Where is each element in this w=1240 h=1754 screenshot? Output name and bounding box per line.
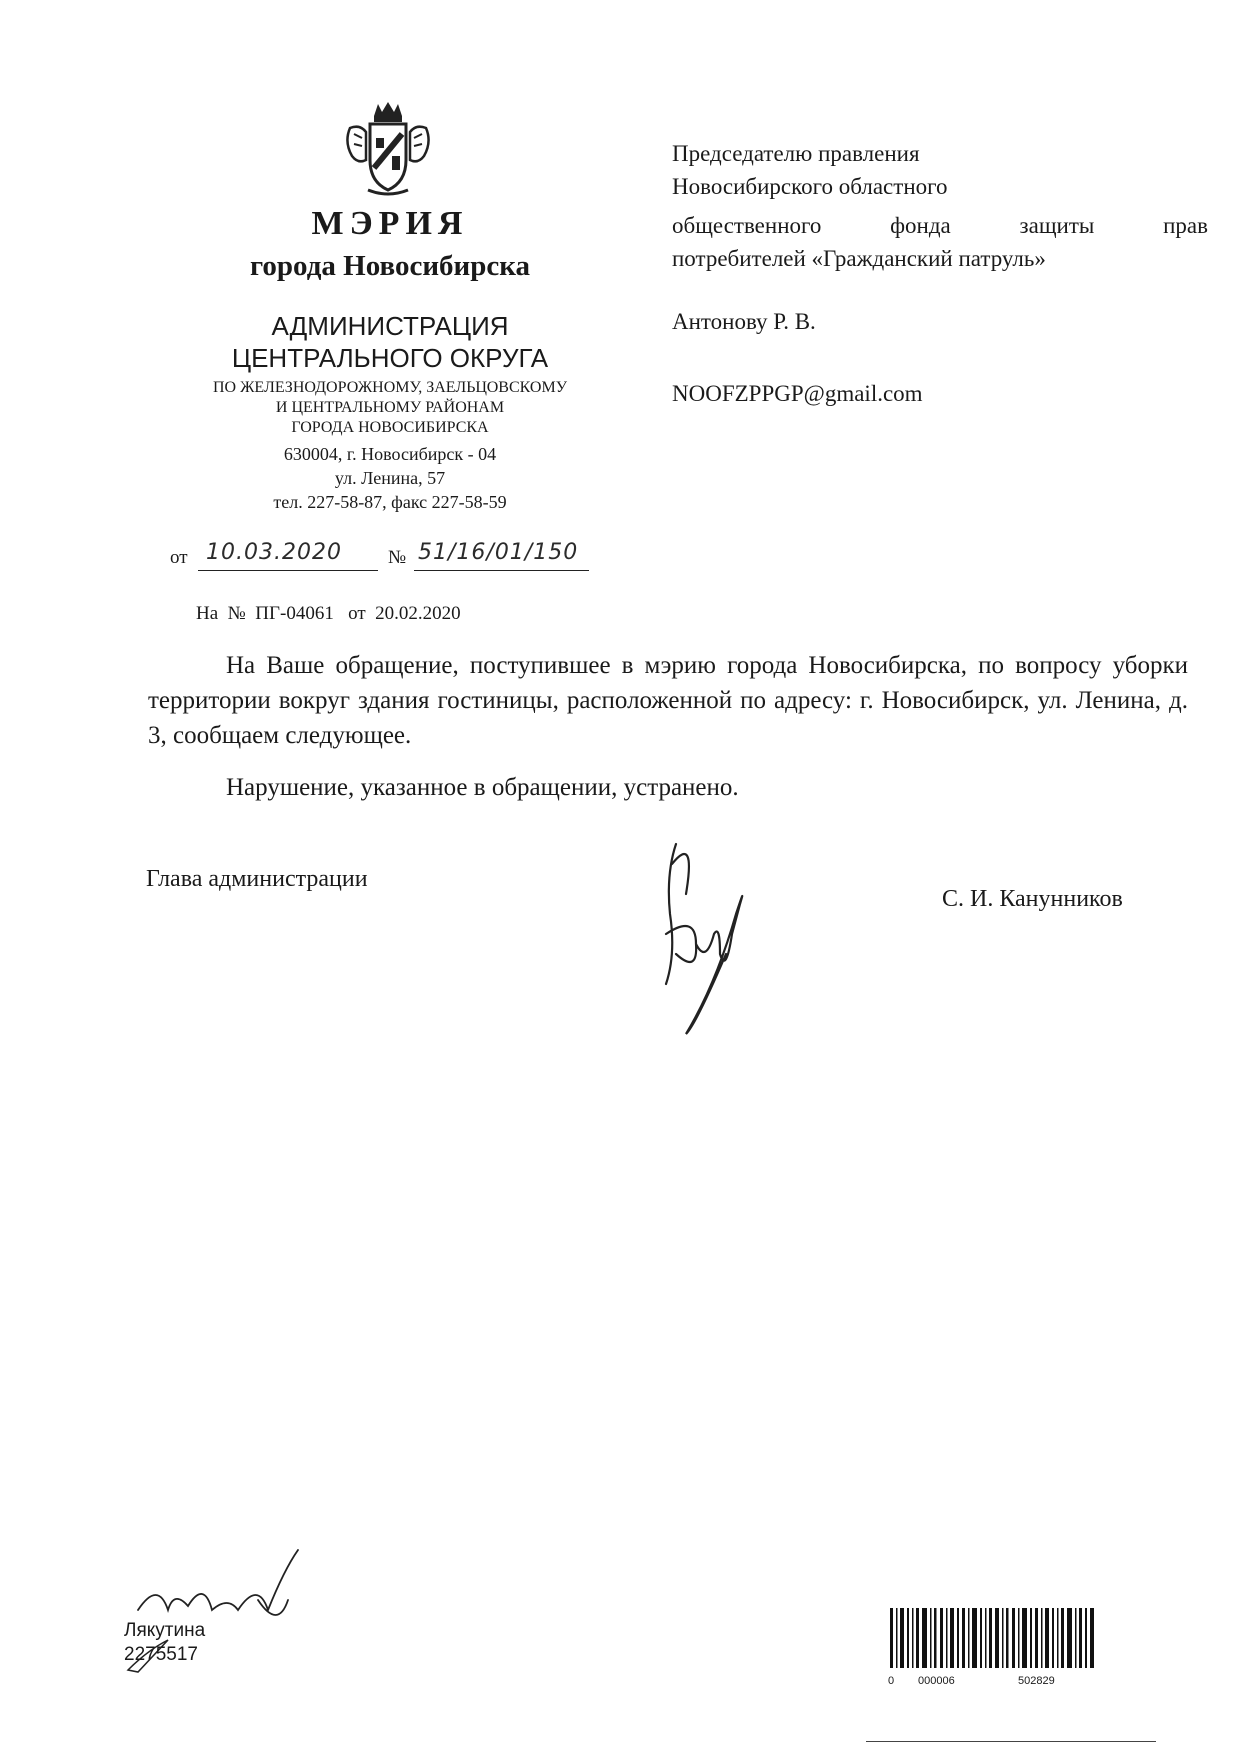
signatory-title: Глава администрации [146,866,368,892]
document-barcode [888,1608,1098,1690]
executor-phone: 2275517 [124,1644,198,1665]
date-underline [198,540,378,571]
executor-name: Лякутина [124,1620,206,1641]
mayoralty-title: МЭРИЯ [311,205,469,242]
novosibirsk-coat-of-arms-icon [340,98,436,198]
addressee-name: Антонову Р. В. [672,309,816,334]
reply-date: 20.02.2020 [375,603,461,624]
districts-line2: И ЦЕНТРАЛЬНОМУ РАЙОНАМ [275,399,505,416]
districts-line1: ПО ЖЕЛЕЗНОДОРОЖНОМУ, ЗАЕЛЬЦОВСКОМУ [212,379,568,396]
addressee-line3: общественного фонда защиты прав [672,213,1208,238]
registration-date: 10.03.2020 [206,540,342,565]
footer-divider [866,1741,1156,1742]
districts-line3: ГОРОДА НОВОСИБИРСКА [291,419,489,436]
administration-line2: ЦЕНТРАЛЬНОГО ОКРУГА [231,343,549,373]
phone-fax: тел. 227-58-87, факс 227-58-59 [273,492,507,512]
registration-number: 51/16/01/150 [418,540,579,565]
addressee-line4: потребителей «Гражданский патруль» [672,246,1046,271]
number-underline [414,540,589,571]
reply-label: На [196,603,219,624]
reply-num-sign: № [227,603,246,624]
barcode-digits-right: 502829 [1018,1675,1055,1687]
signatory-name: С. И. Канунников [942,886,1123,912]
body-paragraph1: На Ваше обращение, поступившее в мэрию города Новосибирска, по вопросу уборки территории вокруг здания гостиницы, расположенной по адресу: г. Новосибирск, ул. Ленина, д. 3, сообщаем следующее. [148,652,1188,749]
barcode-digits-left: 0 [888,1675,895,1687]
barcode-digits-mid: 000006 [918,1675,955,1687]
number-label: № [388,547,407,568]
from-label: от [170,547,188,568]
reply-number: ПГ-04061 [255,603,334,624]
addressee-email: NOOFZPPGP@gmail.com [672,381,923,406]
barcode-bars [888,1608,1098,1668]
city-name: города Новосибирска [249,250,531,282]
reply-reference [196,603,461,625]
handwritten-signature [636,834,766,1044]
reply-from: от [348,603,366,624]
body-paragraph2: Нарушение, указанное в обращении, устранено. [226,774,739,801]
postal-address: 630004, г. Новосибирск - 04 [283,444,497,464]
addressee-line2: Новосибирского областного [672,174,948,199]
administration-line1: АДМИНИСТРАЦИЯ [271,311,509,341]
street-address: ул. Ленина, 57 [334,468,446,488]
addressee-line1: Председателю правления [672,141,920,166]
